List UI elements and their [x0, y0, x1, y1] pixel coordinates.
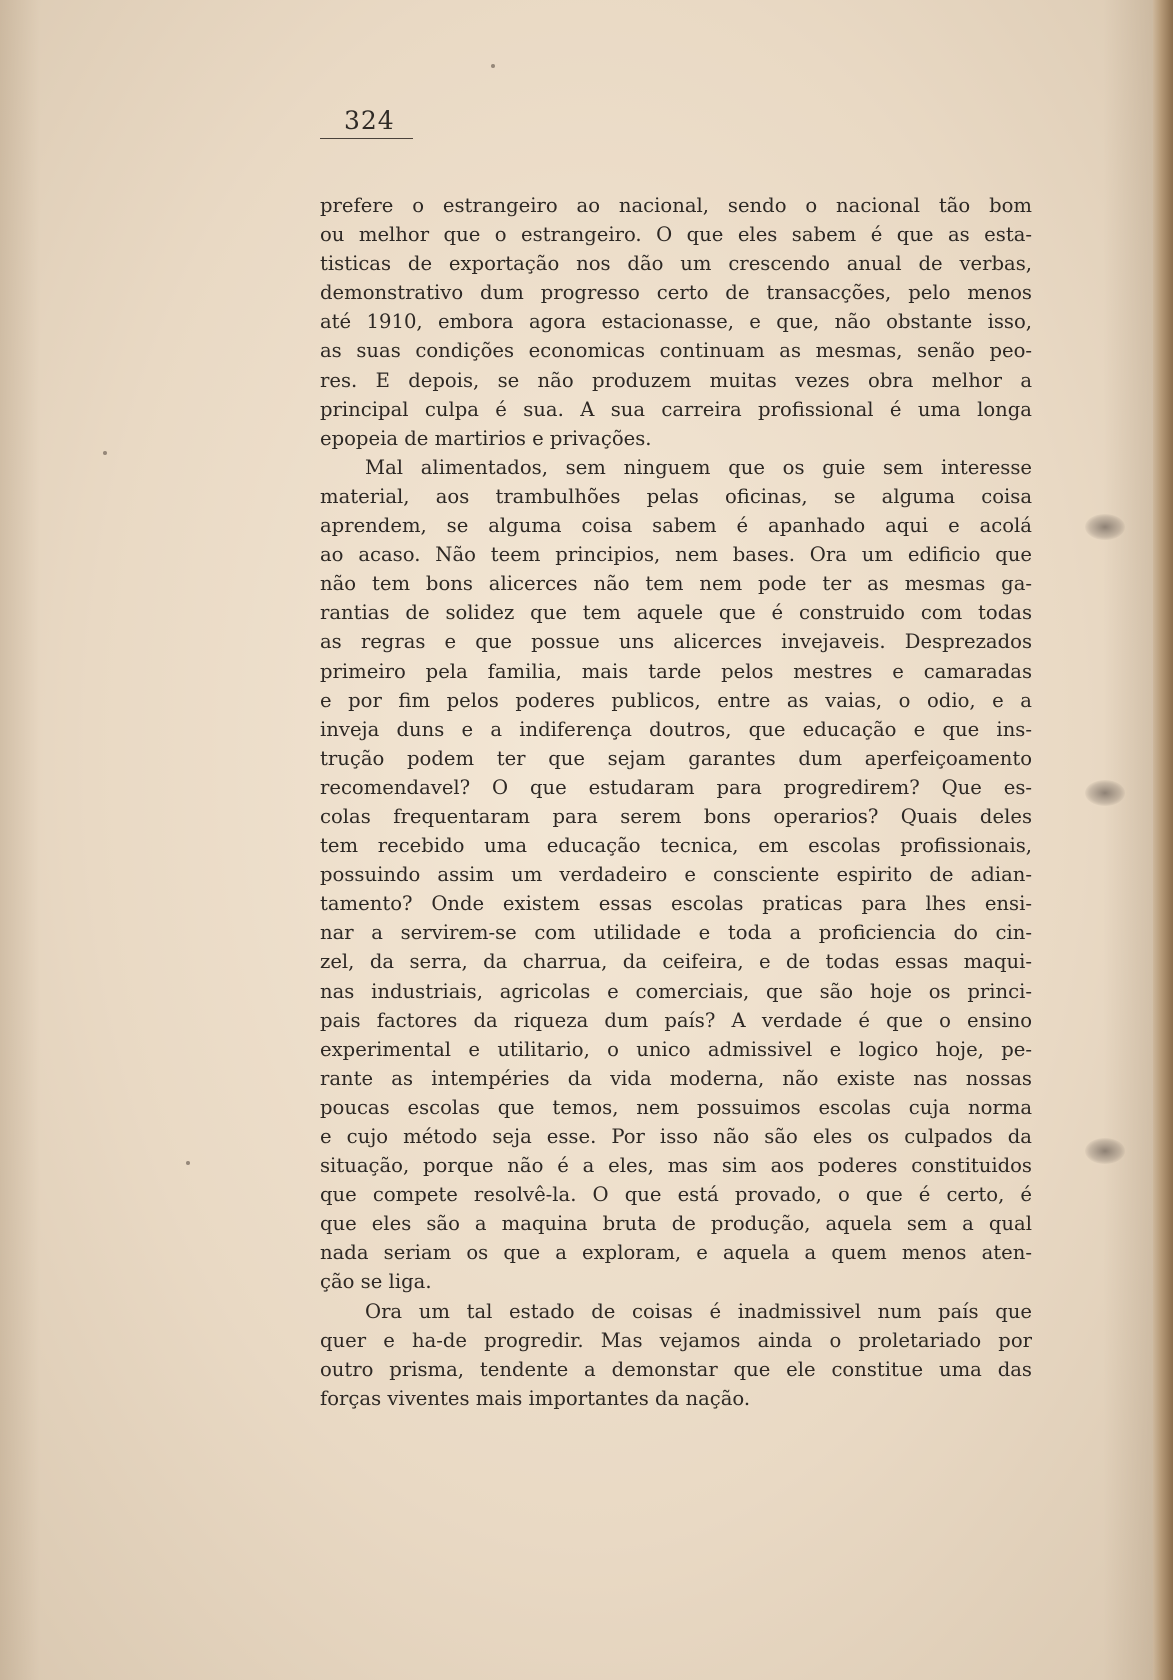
page-number-rule [320, 138, 413, 139]
page-number: 324 [344, 106, 395, 135]
text-line: material, aos trambulhões pelas oficinas, se alguma coisa [320, 484, 1032, 508]
text-line: rantias de solidez que tem aquele que é construido com todas [320, 601, 1032, 625]
text-line: ou melhor que o estrangeiro. O que eles sabem é que as esta- [320, 223, 1032, 247]
text-line: colas frequentaram para serem bons operarios? Quais deles [320, 804, 1032, 828]
paper-speck [103, 451, 107, 455]
text-line: ção se liga. [320, 1270, 432, 1294]
text-line: tisticas de exportação nos dão um crescendo anual de verbas, [320, 252, 1032, 276]
ink-bleed-mark [1085, 1138, 1125, 1164]
text-line: não tem bons alicerces não tem nem pode ter as mesmas ga- [320, 572, 1032, 596]
text-line: aprendem, se alguma coisa sabem é apanhado aqui e acolá [320, 514, 1032, 538]
page-edge [1153, 0, 1173, 1680]
text-line: poucas escolas que temos, nem possuimos escolas cuja norma [320, 1095, 1032, 1119]
text-line: primeiro pela familia, mais tarde pelos mestres e camaradas [320, 659, 1032, 683]
text-line: forças viventes mais importantes da nação. [320, 1386, 751, 1410]
page-left-shade [0, 0, 40, 1680]
text-line: as regras e que possue uns alicerces invejaveis. Desprezados [320, 630, 1032, 654]
text-line: Mal alimentados, sem ninguem que os guie sem interesse [365, 455, 1032, 479]
ink-bleed-mark [1085, 780, 1125, 806]
text-line: inveja duns e a indiferença doutros, que educação e que ins- [320, 717, 1032, 741]
text-line: situação, porque não é a eles, mas sim aos poderes constituidos [320, 1154, 1032, 1178]
text-line: experimental e utilitario, o unico admissivel e logico hoje, pe- [320, 1037, 1032, 1061]
text-line: ao acaso. Não teem principios, nem bases. Ora um edificio que [320, 543, 1032, 567]
text-line: nas industriais, agricolas e comerciais, que são hoje os princi- [320, 979, 1032, 1003]
text-line: principal culpa é sua. A sua carreira profissional é uma longa [320, 397, 1032, 421]
text-line: recomendavel? O que estudaram para progredirem? Que es- [320, 775, 1032, 799]
text-line: tamento? Onde existem essas escolas praticas para lhes ensi- [320, 892, 1032, 916]
text-line: até 1910, embora agora estacionasse, e que, não obstante isso, [320, 310, 1032, 334]
text-line: prefere o estrangeiro ao nacional, sendo o nacional tão bom [320, 194, 1032, 217]
ink-bleed-mark [1085, 514, 1125, 540]
body-text [320, 191, 1032, 1413]
text-line: que compete resolvê-la. O que está provado, o que é certo, é [320, 1183, 1032, 1207]
paper-speck [491, 64, 495, 68]
text-line: rante as intempéries da vida moderna, não existe nas nossas [320, 1066, 1032, 1090]
text-line: tem recebido uma educação tecnica, em escolas profissionais, [320, 834, 1032, 858]
text-line: epopeia de martirios e privações. [320, 426, 652, 450]
text-line: zel, da serra, da charrua, da ceifeira, e de todas essas maqui- [320, 950, 1032, 974]
paper-speck [186, 1161, 190, 1165]
text-line: Ora um tal estado de coisas é inadmissivel num país que [365, 1299, 1032, 1323]
text-line: nada seriam os que a exploram, e aquela a quem menos aten- [320, 1241, 1032, 1265]
text-line: trução podem ter que sejam garantes dum aperfeiçoamento [320, 746, 1032, 770]
text-line: e cujo método seja esse. Por isso não são eles os culpados da [320, 1125, 1032, 1148]
text-line: possuindo assim um verdadeiro e consciente espirito de adian- [320, 863, 1032, 887]
text-line: demonstrativo dum progresso certo de transacções, pelo menos [320, 281, 1032, 305]
text-line: pais factores da riqueza dum país? A verdade é que o ensino [320, 1008, 1032, 1032]
text-line: e por fim pelos poderes publicos, entre as vaias, o odio, e a [320, 688, 1032, 712]
binding-shadow [1103, 0, 1153, 1680]
text-line: nar a servirem-se com utilidade e toda a proficiencia do cin- [320, 921, 1032, 945]
text-line: quer e ha-de progredir. Mas vejamos ainda o proletariado por [320, 1328, 1032, 1352]
text-line: as suas condições economicas continuam as mesmas, senão peo- [320, 339, 1032, 363]
text-line: outro prisma, tendente a demonstar que ele constitue uma das [320, 1357, 1032, 1381]
text-line: que eles são a maquina bruta de produção, aquela sem a qual [320, 1212, 1032, 1236]
text-line: res. E depois, se não produzem muitas vezes obra melhor a [320, 368, 1032, 392]
